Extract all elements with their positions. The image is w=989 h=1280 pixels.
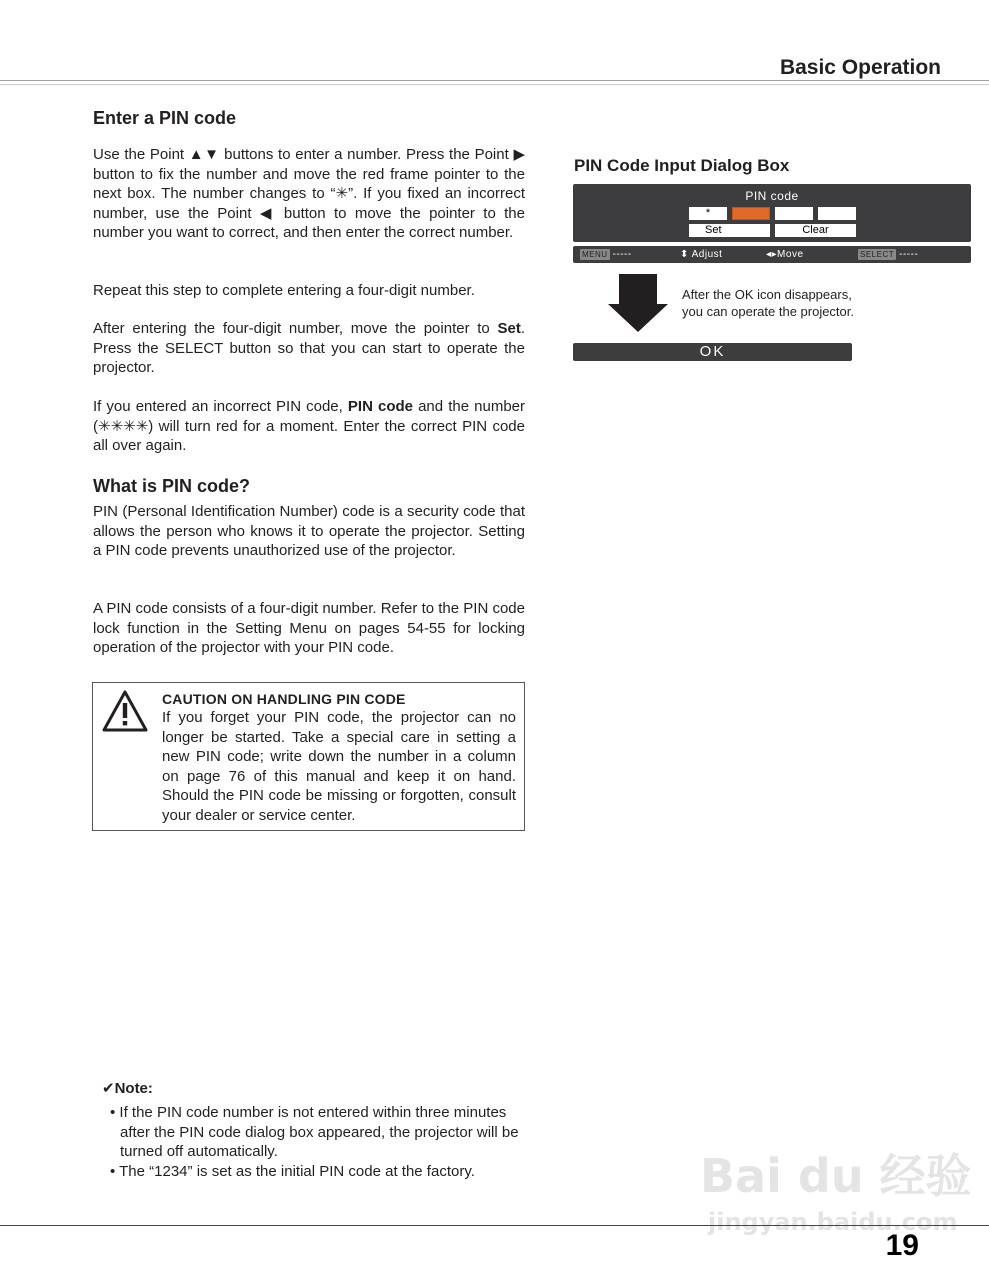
header-rule: [0, 80, 989, 81]
enter-pin-para-2: Repeat this step to complete entering a four-digit number.: [93, 282, 475, 299]
down-arrow-icon: [606, 274, 670, 334]
footer-rule: [0, 1225, 989, 1226]
section-title: Basic Operation: [779, 56, 941, 79]
set-emphasis: Set: [497, 320, 521, 337]
note-list: [110, 1103, 530, 1181]
note-item: • If the PIN code number is not entered within three minutes after the PIN code dialog box appeared, the projector will be turned off automatically.: [110, 1104, 519, 1160]
pin-digit-box[interactable]: *: [689, 207, 727, 220]
caution-title: CAUTION ON HANDLING PIN CODE: [162, 691, 406, 707]
after-ok-text: After the OK icon disappears, you can operate the projector.: [682, 287, 855, 319]
enter-pin-heading: Enter a PIN code: [93, 108, 237, 128]
pin-code-emphasis: PIN code: [347, 398, 413, 415]
ok-indicator: OK: [573, 343, 852, 361]
what-is-pin-para-2: A PIN code consists of a four-digit number. Refer to the PIN code lock function in the Setting Menu on pages 54-55 for locking operation of the projector with your PIN code.: [93, 600, 525, 656]
header-rule-secondary: [0, 84, 989, 85]
note-item: • The “1234” is set as the initial PIN code at the factory.: [110, 1162, 475, 1180]
what-is-pin-heading: What is PIN code?: [93, 476, 251, 496]
page-number: 19: [885, 1229, 919, 1262]
status-adjust: ⬍ Adjust: [680, 249, 723, 260]
svg-text:jingyan.baidu.com: jingyan.baidu.com: [708, 1208, 958, 1236]
warning-icon: [102, 689, 148, 733]
enter-pin-para-3: After entering the four-digit number, move the pointer to Set. Press the SELECT button so that you can start to operate the projector.: [93, 320, 525, 376]
baidu-watermark: [700, 1130, 972, 1240]
svg-text:Bai du 经验: Bai du 经验: [700, 1149, 972, 1203]
left-right-icon: ◂▸: [766, 249, 778, 260]
note-title: ✔Note:: [102, 1080, 153, 1097]
enter-pin-para-4: If you entered an incorrect PIN code, PIN code and the number (✳✳✳✳) will turn red for a moment. Enter the correct PIN code all over again.: [93, 398, 525, 454]
status-select: SELECT -----: [860, 249, 919, 260]
pin-digit-box-active[interactable]: [732, 207, 770, 220]
status-move: ◂▸Move: [766, 249, 804, 260]
pin-dialog-title: PIN code: [745, 189, 799, 203]
what-is-pin-para-1: PIN (Personal Identification Number) code is a security code that allows the person who knows it to operate the projector. Setting a PIN code prevents unauthorized use of the projector.: [93, 503, 525, 559]
up-down-icon: ⬍: [680, 249, 692, 260]
status-menu: MENU -----: [582, 249, 632, 260]
select-key-icon: SELECT: [860, 249, 895, 259]
set-button[interactable]: Set: [689, 224, 770, 237]
clear-button[interactable]: Clear: [775, 224, 856, 237]
pin-digit-box[interactable]: [775, 207, 813, 220]
dialog-heading: PIN Code Input Dialog Box: [574, 156, 790, 175]
caution-text: If you forget your PIN code, the projector can no longer be started. Take a special care in setting a new PIN code; write down the number in a column on page 76 of this manual and keep it on hand. Should the PIN code be missing or forgotten, consult your dealer or service center.: [162, 709, 516, 824]
pin-digit-box[interactable]: [818, 207, 856, 220]
menu-key-icon: MENU: [582, 249, 608, 259]
enter-pin-para-1: Use the Point ▲▼ buttons to enter a number. Press the Point ▶ button to fix the number and move the red frame pointer to the next box. The number changes to “✳”. If you fixed an incorrect number, use the Point ◀ button to move the pointer to the number you want to correct, and then enter the correct number.: [93, 146, 525, 241]
